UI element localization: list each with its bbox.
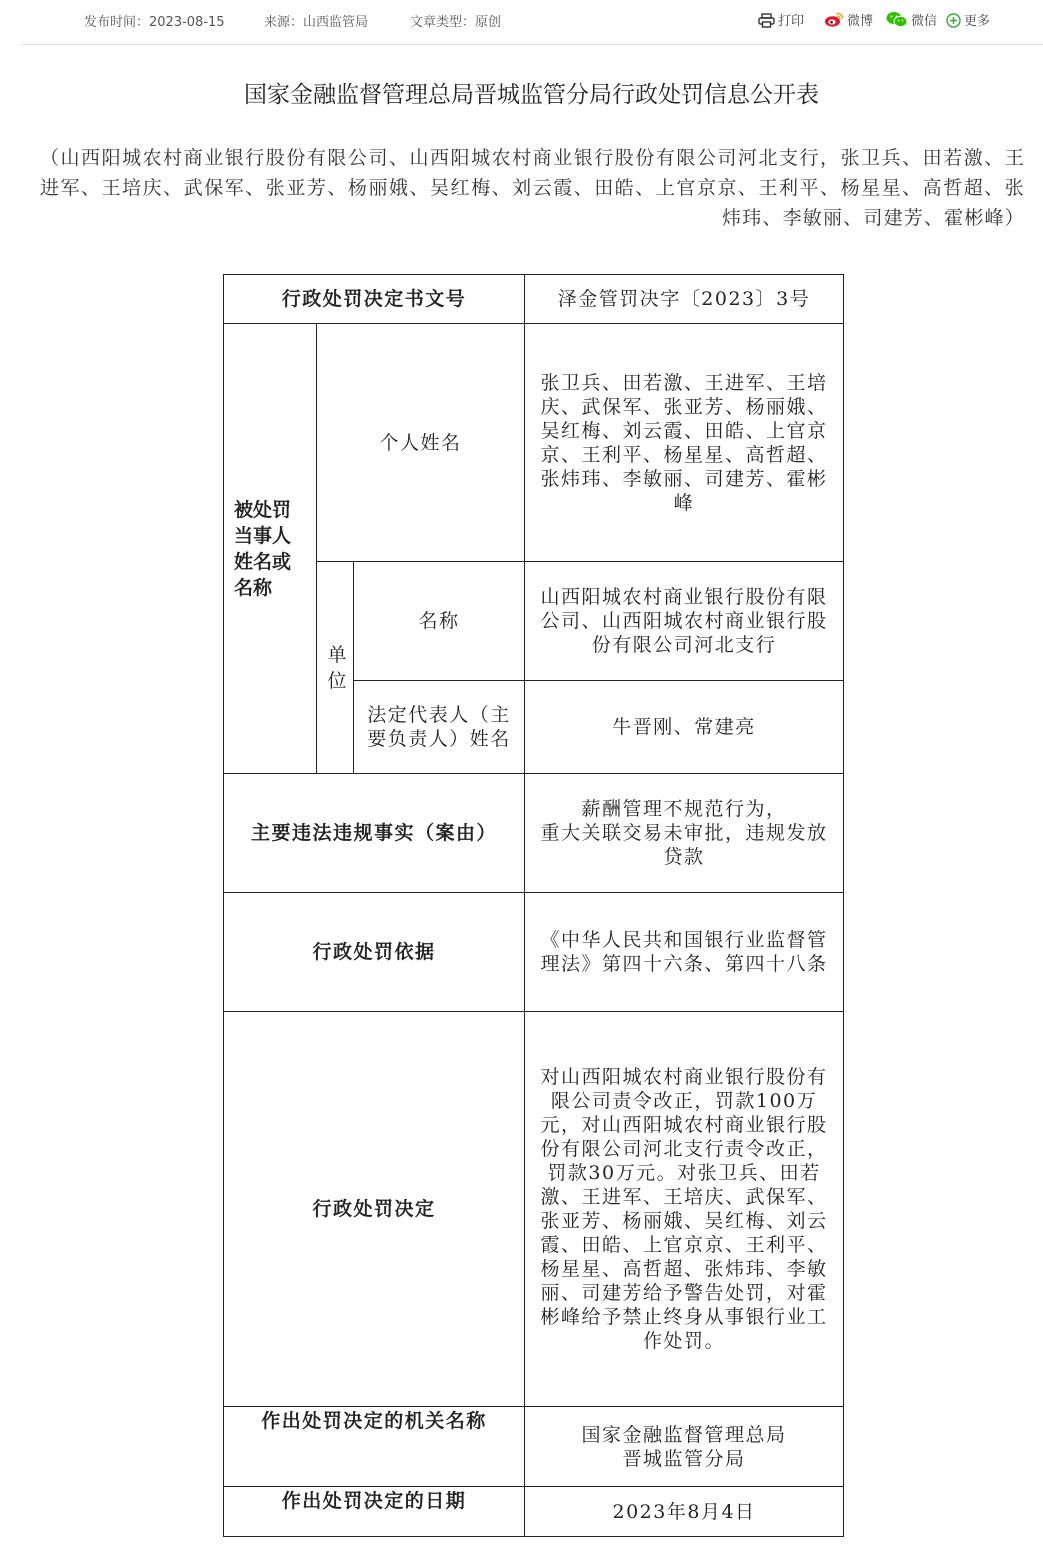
source-value: 山西监管局 xyxy=(303,15,369,30)
party-label-cell xyxy=(224,324,317,774)
authority-line-1: 国家金融监督管理总局 xyxy=(581,1423,787,1446)
facts-value xyxy=(525,774,844,893)
table-row xyxy=(224,893,844,1012)
printer-icon xyxy=(758,13,775,28)
source-label: 来源： xyxy=(264,15,304,30)
decision-label: 行政处罚决定 xyxy=(224,1012,525,1407)
wechat-label: 微信 xyxy=(911,14,938,29)
plus-circle-icon xyxy=(946,13,961,28)
legal-rep-label: 法定代表人（主要负责人）姓名 xyxy=(354,681,525,774)
basis-value: 《中华人民共和国银行业监督管理法》第四十六条、第四十八条 xyxy=(525,893,844,1012)
weibo-share-button[interactable] xyxy=(824,10,873,29)
print-label: 打印 xyxy=(778,14,805,29)
person-name-value: 张卫兵、田若激、王进军、王培庆、武保军、张亚芳、杨丽娥、吴红梅、刘云霞、田皓、上官京京、王利平、杨星星、高哲超、张炜玮、李敏丽、司建芳、霍彬峰 xyxy=(525,324,844,562)
unit-name-label: 名称 xyxy=(354,562,525,681)
table-row xyxy=(224,1012,844,1407)
doc-number-value: 泽金管罚决字〔2023〕3号 xyxy=(525,275,844,324)
type-label: 文章类型： xyxy=(410,15,476,30)
publish-time-label: 发布时间： xyxy=(84,15,150,30)
article-type xyxy=(410,11,501,30)
publish-time-value: 2023-08-15 xyxy=(149,15,225,30)
date-value: 2023年8月4日 xyxy=(525,1487,844,1537)
weibo-label: 微博 xyxy=(847,14,874,29)
authority-line-2: 晋城监管分局 xyxy=(622,1447,746,1470)
unit-label-cell xyxy=(317,562,354,774)
type-value: 原创 xyxy=(475,15,502,30)
decision-value: 对山西阳城农村商业银行股份有限公司责令改正，罚款100万元，对山西阳城农村商业银行股份有限公司河北支行责令改正，罚款30万元。对张卫兵、田若激、王进军、王培庆、武保军、张亚芳、杨丽娥、吴红梅、刘云霞、田皓、上官京京、王利平、杨星星、高哲超、张炜玮、李敏丽、司建芳给予警告处罚，对霍彬峰给予禁止终身从事银行业工作处罚。 xyxy=(525,1012,844,1407)
unit-label: 单位 xyxy=(327,643,347,692)
parties-subtitle: （山西阳城农村商业银行股份有限公司、山西阳城农村商业银行股份有限公司河北支行，张卫兵、田若激、王进军、王培庆、武保军、张亚芳、杨丽娥、吴红梅、刘云霞、田皓、上官京京、王利平、杨星星、高哲超、张炜玮、李敏丽、司建芳、霍彬峰） xyxy=(40,147,1025,229)
party-label: 被处罚当事人姓名或名称 xyxy=(234,498,292,599)
unit-name-value: 山西阳城农村商业银行股份有限公司、山西阳城农村商业银行股份有限公司河北支行 xyxy=(525,562,844,681)
article-meta-bar xyxy=(0,0,1043,40)
weibo-icon xyxy=(824,11,844,28)
wechat-share-button[interactable] xyxy=(886,10,937,29)
table-row xyxy=(224,562,844,681)
authority-value xyxy=(525,1407,844,1487)
facts-line-1: 薪酬管理不规范行为， xyxy=(581,798,787,820)
doc-number-label: 行政处罚决定书文号 xyxy=(224,275,525,324)
publish-time xyxy=(84,11,225,30)
date-label: 作出处罚决定的日期 xyxy=(224,1487,525,1537)
table-row xyxy=(224,324,844,562)
facts-line-2: 重大关联交易未审批，违规发放贷款 xyxy=(540,822,828,868)
person-name-label: 个人姓名 xyxy=(317,324,525,562)
authority-label: 作出处罚决定的机关名称 xyxy=(224,1407,525,1487)
table-row xyxy=(224,774,844,893)
page-title: 国家金融监督管理总局晋城监管分局行政处罚信息公开表 xyxy=(244,82,819,108)
print-button[interactable] xyxy=(758,10,804,29)
article-source xyxy=(264,11,368,30)
more-label: 更多 xyxy=(964,14,991,29)
more-share-button[interactable] xyxy=(946,10,990,29)
legal-rep-value: 牛晋刚、常建亮 xyxy=(525,681,844,774)
header-divider xyxy=(22,44,1043,45)
table-row xyxy=(224,1407,844,1487)
table-row xyxy=(224,275,844,324)
penalty-info-table xyxy=(223,274,844,1537)
basis-label: 行政处罚依据 xyxy=(224,893,525,1012)
wechat-icon xyxy=(886,11,908,28)
facts-label: 主要违法违规事实（案由） xyxy=(224,774,525,893)
table-row xyxy=(224,1487,844,1537)
